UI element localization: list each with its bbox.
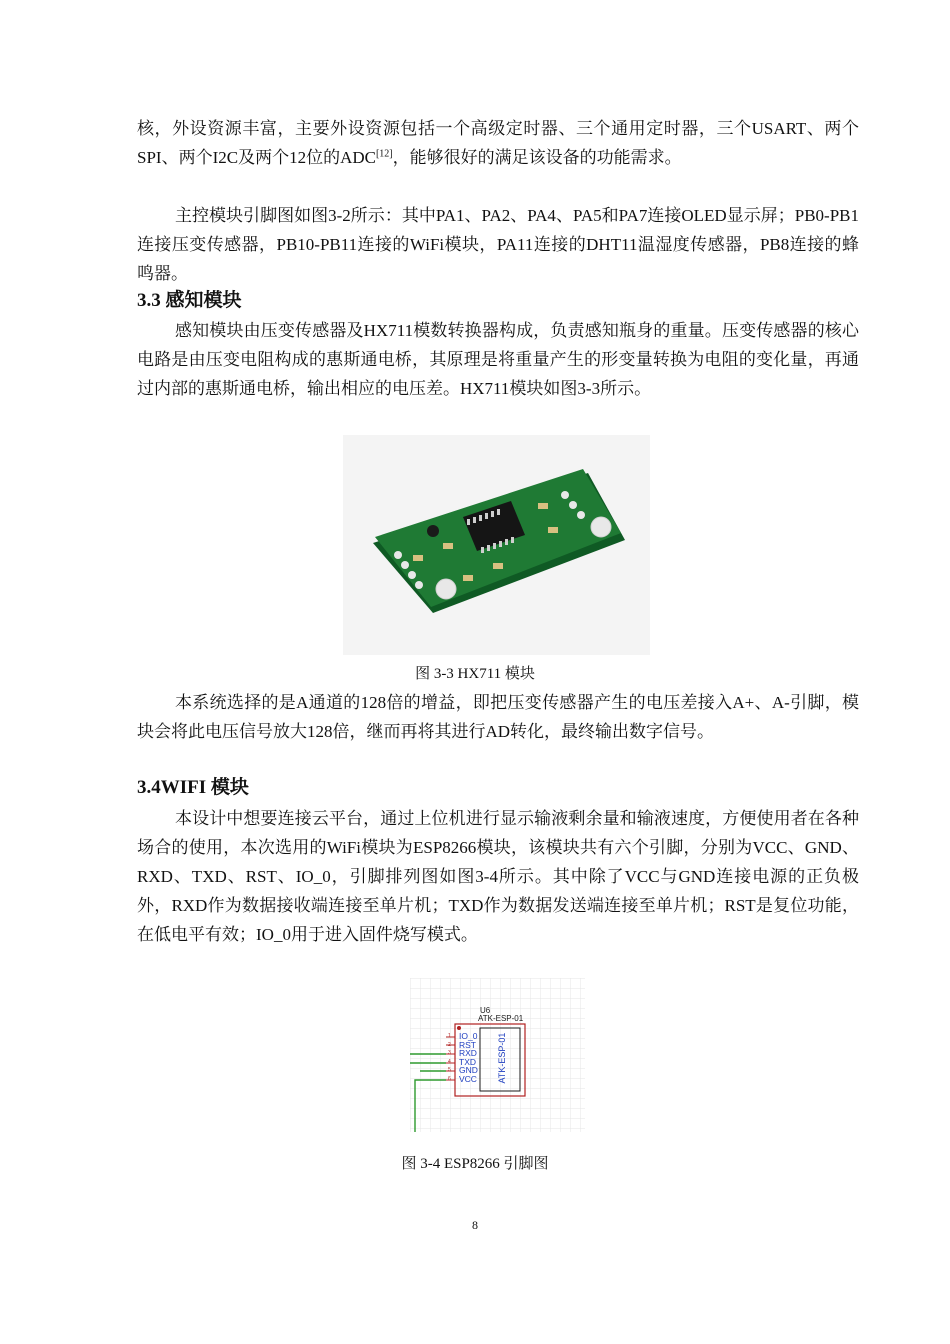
pin-label-txd: TXD: [459, 1056, 476, 1067]
pin-label-rxd: RXD: [459, 1048, 477, 1059]
pin-label-rst: RST: [459, 1039, 476, 1050]
pin-number-4: 4: [448, 1058, 451, 1065]
hx711-module-image: [343, 435, 650, 655]
pin-number-5: 5: [448, 1067, 451, 1074]
pin-number-list: [448, 1032, 451, 1084]
paragraph-sensing-module: 感知模块由压变传感器及HX711模数转换器构成，负责感知瓶身的重量。压变传感器的核心电路是由压变电阻构成的惠斯通电桥，其原理是将重量产生的形变量转换为电阻的变化量，再通过内部的惠斯通电桥，输出相应的电压差。HX711模块如图3-3所示。: [137, 321, 859, 398]
paragraph-wifi-module: 本设计中想要连接云平台，通过上位机进行显示输液剩余量和输液速度，方便使用者在各种场合的使用，本次选用的WiFi模块为ESP8266模块，该模块共有六个引脚，分别为VCC、GND、RXD、TXD、RST、IO_0，引脚排列图如图3-4所示。其中除了VCC与GND连接电源的正负极外，RXD作为数据接收端连接至单片机；TXD作为数据发送端连接至单片机；RST是复位功能，在低电平有效；IO_0用于进入固件烧写模式。: [137, 809, 859, 944]
pin-label-list: [459, 1032, 478, 1084]
component-part-name: ATK-ESP-01: [478, 1014, 524, 1023]
figure-caption-3-4: 图 3-4 ESP8266 引脚图: [401, 1156, 549, 1172]
section-heading-3-4: 3.4WIFI 模块: [137, 777, 249, 798]
section-heading-3-3: 3.3 感知模块: [137, 290, 242, 311]
component-designator: U6: [480, 1006, 491, 1015]
pin-label-gnd: GND: [459, 1065, 478, 1076]
pin-label-io0: IO_0: [459, 1031, 478, 1041]
pin-label-vcc: VCC: [459, 1073, 477, 1084]
figure-caption-3-3: 图 3-3 HX711 模块: [415, 666, 535, 682]
paragraph-gain-config: 本系统选择的是A通道的128倍的增益，即把压变传感器产生的电压差接入A+、A-引脚，模块会将此电压信号放大128倍，继而再将其进行AD转化，最终输出数字信号。: [137, 693, 859, 741]
paragraph-pin-map: 主控模块引脚图如图3-2所示：其中PA1、PA2、PA4、PA5和PA7连接OLED显示屏；PB0-PB1连接压变传感器，PB10-PB11连接的WiFi模块，PA11连接的DHT11温湿度传感器，PB8连接的蜂鸣器。: [137, 206, 859, 283]
paragraph-text: 核，外设资源丰富，主要外设资源包括一个高级定时器、三个通用定时器，三个USART、两个SPI、两个I2C及两个12位的ADC: [137, 119, 859, 167]
citation-ref: [12]: [375, 148, 393, 160]
page-number: 8: [472, 1218, 478, 1232]
esp8266-schematic: [410, 978, 585, 1132]
paragraph-mcu-resources: [137, 114, 859, 172]
component-body-label: ATK-ESP-01: [497, 1032, 507, 1084]
pin-number-6: 6: [448, 1075, 451, 1082]
pin-number-2: 2: [448, 1041, 451, 1048]
pin-number-1: 1: [448, 1033, 451, 1039]
paragraph-text-tail: ，能够很好的满足该设备的功能需求。: [392, 148, 682, 167]
pin-number-3: 3: [448, 1050, 451, 1057]
